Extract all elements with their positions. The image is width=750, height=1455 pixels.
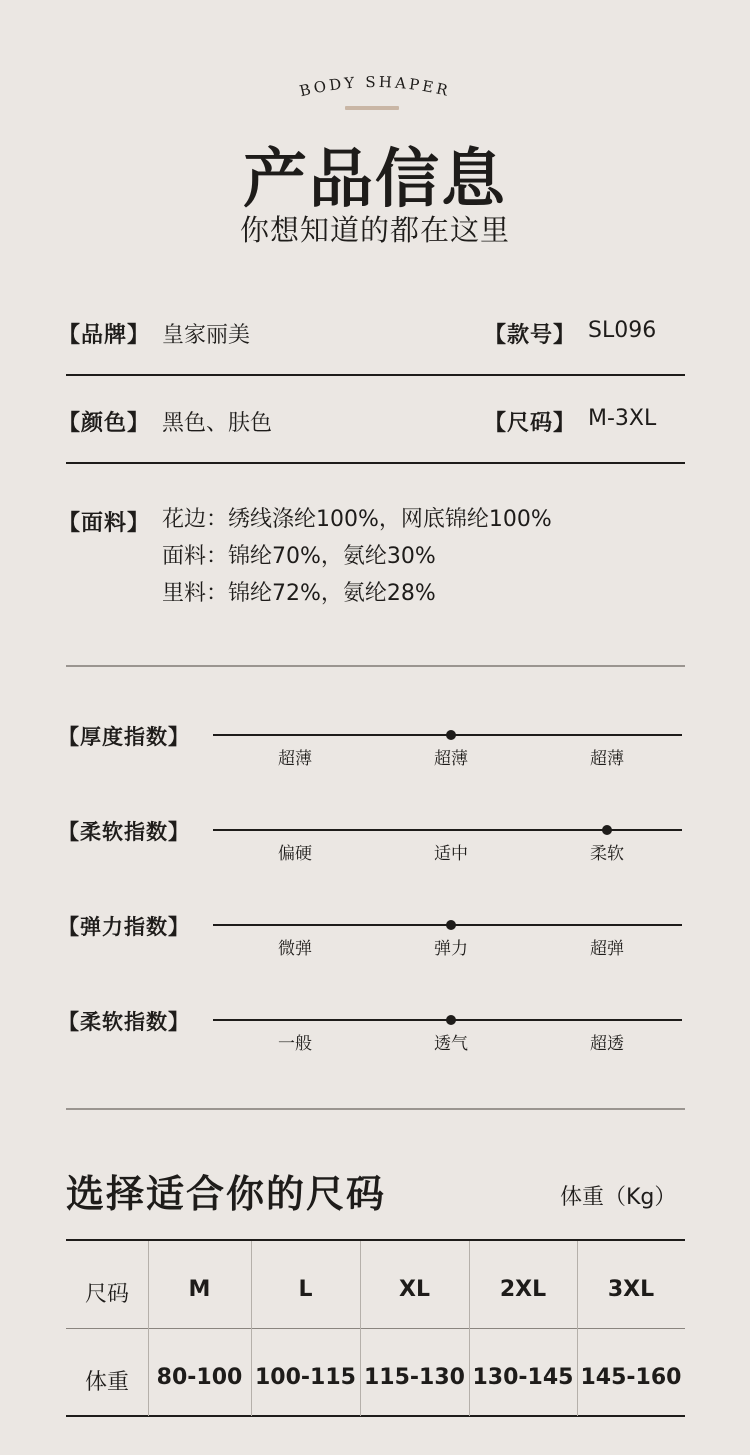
index-label: 【柔软指数】 — [58, 820, 190, 844]
index-tick-label: 弹力 — [434, 939, 468, 959]
index-marker-dot — [602, 825, 612, 835]
divider — [66, 374, 685, 376]
table-header-cell: L — [298, 1277, 313, 1302]
index-tick-label: 偏硬 — [278, 844, 312, 864]
table-header-cell: 3XL — [607, 1277, 655, 1302]
size-unit: 体重（Kg） — [560, 1185, 677, 1210]
divider — [66, 665, 685, 667]
index-marker-dot — [446, 1015, 456, 1025]
fabric-label: 【面料】 — [58, 511, 151, 536]
index-tick-label: 超薄 — [278, 749, 312, 769]
index-tick-label: 超薄 — [590, 749, 624, 769]
table-cell: 145-160 — [580, 1365, 682, 1390]
table-cell: 115-130 — [364, 1365, 465, 1390]
index-label: 【弹力指数】 — [58, 915, 190, 939]
brand-tag — [0, 70, 750, 100]
index-label: 【柔软指数】 — [58, 1010, 190, 1034]
color-label: 【颜色】 — [58, 411, 151, 436]
fabric-list — [162, 501, 552, 612]
table-header-cell: 尺码 — [84, 1282, 129, 1307]
table-bottom-border — [66, 1415, 685, 1417]
brand-value: 皇家丽美 — [162, 323, 251, 348]
size-title: 选择适合你的尺码 — [66, 1171, 387, 1216]
index-tick-label: 超透 — [590, 1034, 624, 1054]
divider — [66, 462, 685, 464]
brand-underline — [345, 106, 399, 110]
size-value: M-3XL — [588, 406, 657, 431]
index-tick-label: 适中 — [434, 844, 468, 864]
index-marker-dot — [446, 920, 456, 930]
table-header-cell: 2XL — [499, 1277, 547, 1302]
table-header-cell: M — [188, 1277, 211, 1302]
index-marker-dot — [446, 730, 456, 740]
index-tick-label: 一般 — [278, 1034, 312, 1054]
size-label: 【尺码】 — [484, 411, 577, 436]
model-label: 【款号】 — [484, 323, 577, 348]
divider — [66, 1108, 685, 1110]
index-tick-label: 微弹 — [278, 939, 312, 959]
table-header-cell: XL — [399, 1277, 430, 1302]
table-cell: 体重 — [84, 1370, 129, 1395]
table-cell: 130-145 — [472, 1365, 574, 1390]
index-tick-label: 透气 — [434, 1034, 468, 1054]
table-cell: 80-100 — [156, 1365, 243, 1390]
model-value: SL096 — [588, 318, 657, 343]
index-tick-label: 超弹 — [590, 939, 624, 959]
table-top-border — [66, 1239, 685, 1241]
color-value: 黑色、肤色 — [162, 411, 273, 436]
brand-tag-text: BODY SHAPER — [297, 72, 453, 100]
index-tick-label: 超薄 — [434, 749, 468, 769]
table-cell: 100-115 — [255, 1365, 356, 1390]
index-label: 【厚度指数】 — [58, 725, 190, 749]
table-row-divider — [66, 1328, 685, 1329]
fabric-line: 面料：锦纶70%，氨纶30% — [162, 544, 436, 569]
index-tick-label: 柔软 — [590, 844, 624, 864]
page-title: 产品信息 — [243, 142, 507, 217]
fabric-line: 里料：锦纶72%，氨纶28% — [162, 581, 436, 606]
brand-label: 【品牌】 — [58, 323, 151, 348]
fabric-line: 花边：绣线涤纶100%，网底锦纶100% — [162, 507, 552, 532]
page-subtitle: 你想知道的都在这里 — [239, 213, 510, 247]
svg-text:BODY SHAPER — [298, 73, 453, 100]
